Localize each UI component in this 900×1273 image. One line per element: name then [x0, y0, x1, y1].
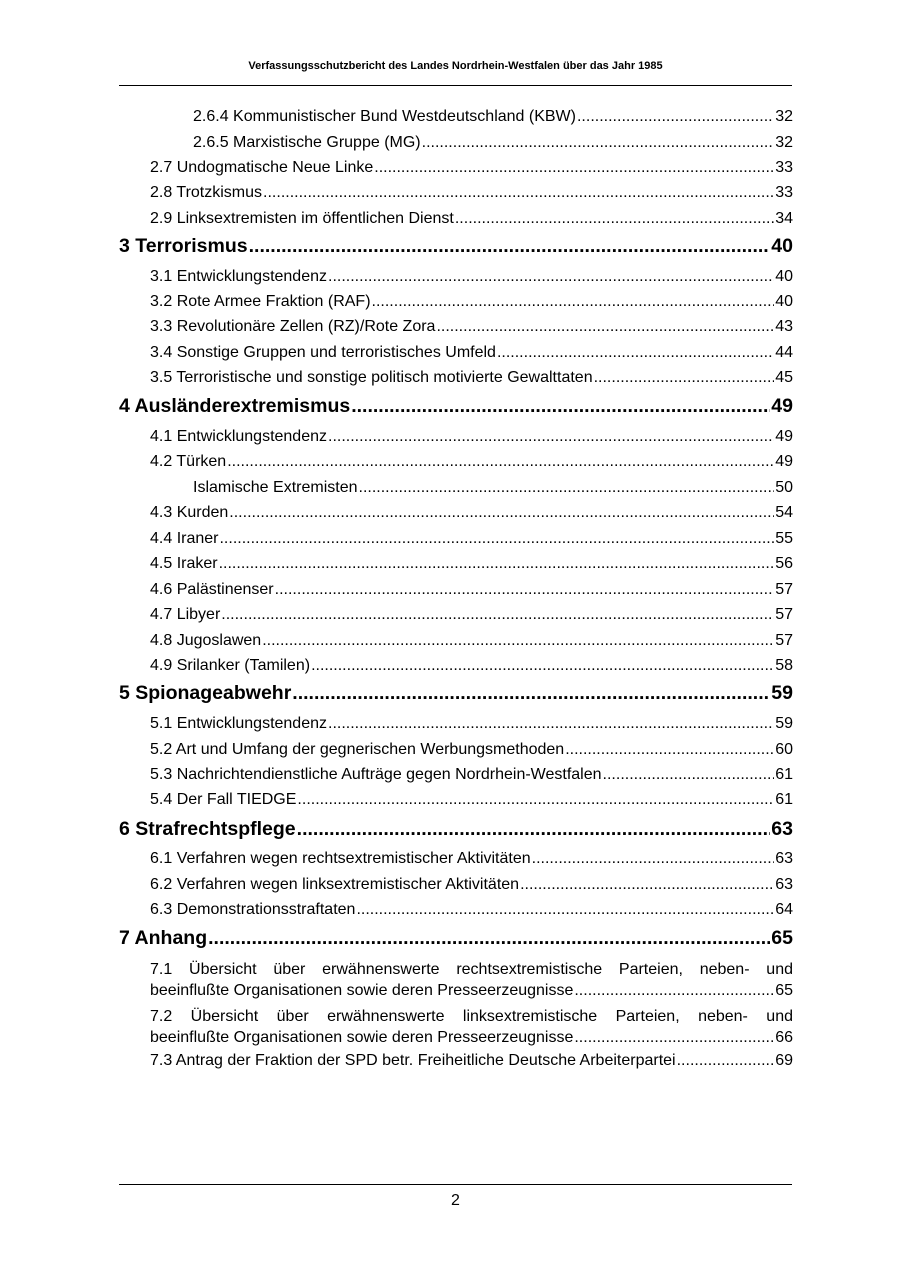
toc-leader — [262, 632, 774, 650]
toc-entry-title: 3.2 Rote Armee Fraktion (RAF) — [150, 293, 371, 310]
toc-entry-page: 49 — [775, 428, 793, 445]
toc-leader — [532, 850, 775, 868]
toc-entry-page: 32 — [775, 134, 793, 151]
toc-entry-title: 2.8 Trotzkismus — [150, 184, 263, 201]
toc-entry-title: 4.4 Iraner — [150, 530, 219, 547]
toc-entry-title: 2.6.4 Kommunistischer Bund Westdeutschland (KBW) — [193, 108, 576, 125]
toc-leader — [292, 682, 770, 705]
toc-entry-page: 64 — [775, 901, 793, 918]
toc-entry-page: 56 — [775, 555, 793, 572]
toc-leader — [359, 479, 775, 497]
toc-entry-3-1[interactable] — [150, 268, 793, 290]
toc-leader — [677, 1052, 775, 1070]
toc-entry-4-1[interactable] — [150, 428, 793, 450]
toc-chapter-title: 7 Anhang — [119, 927, 208, 949]
toc-chapter-5[interactable] — [119, 682, 793, 708]
toc-entry-3-2[interactable] — [150, 293, 793, 315]
toc-entry-title: 5.1 Entwicklungstendenz — [150, 715, 327, 732]
toc-entry-title: 4.3 Kurden — [150, 504, 229, 521]
toc-leader — [351, 395, 770, 418]
toc-entry-2-6-5[interactable] — [193, 134, 793, 156]
toc-chapter-page: 63 — [771, 818, 793, 840]
toc-leader — [577, 108, 774, 126]
toc-entry-page: 33 — [775, 159, 793, 176]
toc-entry-title-line1: 7.2 Übersicht über erwähnenswerte linksextremistische Parteien, neben- und — [150, 1008, 793, 1025]
toc-leader — [219, 530, 774, 548]
toc-entry-page: 33 — [775, 184, 793, 201]
toc-leader — [229, 504, 774, 522]
toc-leader — [356, 901, 774, 919]
toc-chapter-page: 49 — [771, 395, 793, 417]
toc-entry-page: 61 — [775, 791, 793, 808]
toc-entry-page: 32 — [775, 108, 793, 125]
toc-entry-page: 59 — [775, 715, 793, 732]
toc-entry-page: 63 — [775, 876, 793, 893]
toc-entry-6-3[interactable] — [150, 901, 793, 923]
toc-chapter-page: 40 — [771, 235, 793, 257]
toc-leader — [372, 293, 775, 311]
toc-leader — [249, 235, 771, 258]
toc-entry-6-1[interactable] — [150, 850, 793, 872]
toc-leader — [436, 318, 774, 336]
toc-leader — [297, 818, 771, 841]
toc-entry-title: 4.9 Srilanker (Tamilen) — [150, 657, 311, 674]
toc-chapter-page: 65 — [771, 927, 793, 949]
toc-leader — [497, 344, 774, 362]
toc-entry-page: 40 — [775, 268, 793, 285]
toc-entry-title: 4.8 Jugoslawen — [150, 632, 262, 649]
toc-chapter-title: 4 Ausländerextremismus — [119, 395, 351, 417]
toc-leader — [219, 555, 775, 573]
toc-entry-title: 4.1 Entwicklungstendenz — [150, 428, 327, 445]
toc-entry-title: 5.2 Art und Umfang der gegnerischen Werbungsmethoden — [150, 741, 565, 758]
toc-chapter-6[interactable] — [119, 818, 793, 844]
toc-entry-page: 65 — [775, 982, 793, 999]
toc-entry-page: 57 — [775, 606, 793, 623]
toc-entry-title: 4.6 Palästinenser — [150, 581, 274, 598]
toc-chapter-3[interactable] — [119, 235, 793, 261]
toc-entry-4-3[interactable] — [150, 504, 793, 526]
toc-entry-title: 5.4 Der Fall TIEDGE — [150, 791, 297, 808]
toc-leader — [565, 741, 774, 759]
toc-entry-title: 3.4 Sonstige Gruppen und terroristisches Umfeld — [150, 344, 496, 361]
toc-entry-page: 49 — [775, 453, 793, 470]
toc-leader — [603, 766, 775, 784]
toc-chapter-title: 6 Strafrechtspflege — [119, 818, 296, 840]
toc-entry-title: 4.7 Libyer — [150, 606, 221, 623]
toc-entry-2-8[interactable] — [150, 184, 793, 206]
toc-leader — [455, 210, 774, 228]
toc-entry-4-9[interactable] — [150, 657, 793, 679]
toc-entry-page: 44 — [775, 344, 793, 361]
toc-leader — [328, 715, 774, 733]
toc-entry-5-3[interactable] — [150, 766, 793, 788]
toc-entry-title: 2.9 Linksextremisten im öffentlichen Dienst — [150, 210, 454, 227]
footer-rule — [119, 1184, 792, 1185]
toc-leader — [275, 581, 775, 599]
toc-entry-7-2[interactable] — [150, 1006, 793, 1048]
toc-entry-title: 6.3 Demonstrationsstraftaten — [150, 901, 356, 918]
toc-leader — [297, 791, 774, 809]
toc-leader — [520, 876, 774, 894]
toc-entry-4-7[interactable] — [150, 606, 793, 628]
toc-entry-3-5[interactable] — [150, 369, 793, 391]
toc-entry-2-7[interactable] — [150, 159, 793, 181]
toc-entry-page: 69 — [775, 1052, 793, 1069]
toc-entry-title: 4.5 Iraker — [150, 555, 218, 572]
toc-entry-4-2[interactable] — [150, 453, 793, 475]
toc-leader — [422, 134, 775, 152]
toc-entry-2-6-4[interactable] — [193, 108, 793, 130]
toc-entry-title-line1: 7.1 Übersicht über erwähnenswerte rechtsextremistische Parteien, neben- und — [150, 961, 793, 978]
toc-entry-page: 61 — [775, 766, 793, 783]
toc-entry-page: 63 — [775, 850, 793, 867]
toc-entry-4-4[interactable] — [150, 530, 793, 552]
toc-entry-title: 2.6.5 Marxistische Gruppe (MG) — [193, 134, 421, 151]
toc-entry-3-4[interactable] — [150, 344, 793, 366]
toc-entry-2-9[interactable] — [150, 210, 793, 232]
toc-entry-page: 40 — [775, 293, 793, 310]
toc-leader — [574, 980, 774, 1001]
toc-entry-title: 7.3 Antrag der Fraktion der SPD betr. Freiheitliche Deutsche Arbeiterpartei — [150, 1052, 676, 1069]
toc-entry-title-line2: beeinflußte Organisationen sowie deren Presseerzeugnisse — [150, 1029, 574, 1046]
toc-entry-page: 66 — [775, 1029, 793, 1046]
toc-entry-title: Islamische Extremisten — [193, 479, 358, 496]
toc-entry-page: 34 — [775, 210, 793, 227]
toc-leader — [374, 159, 774, 177]
toc-entry-title: 5.3 Nachrichtendienstliche Aufträge gegen Nordrhein-Westfalen — [150, 766, 602, 783]
toc-entry-page: 55 — [775, 530, 793, 547]
toc-entry-4-8[interactable] — [150, 632, 793, 654]
toc-chapter-4[interactable] — [119, 395, 793, 421]
toc-chapter-title: 5 Spionageabwehr — [119, 682, 292, 704]
toc-leader — [311, 657, 774, 675]
toc-entry-page: 50 — [775, 479, 793, 496]
toc-entry-page: 57 — [775, 632, 793, 649]
toc-entry-4-5[interactable] — [150, 555, 793, 577]
toc-entry-title: 4.2 Türken — [150, 453, 227, 470]
toc-entry-7-1[interactable] — [150, 959, 793, 1001]
toc-entry-5-1[interactable] — [150, 715, 793, 737]
page-number: 2 — [451, 1192, 460, 1209]
toc-entry-title: 3.1 Entwicklungstendenz — [150, 268, 327, 285]
toc-leader — [574, 1027, 774, 1048]
toc-leader — [594, 369, 775, 387]
toc-entry-title: 6.2 Verfahren wegen linksextremistischer Aktivitäten — [150, 876, 520, 893]
toc-entry-page: 60 — [775, 741, 793, 758]
toc-entry-page: 45 — [775, 369, 793, 386]
toc-leader — [263, 184, 774, 202]
toc-leader — [227, 453, 774, 471]
toc-entry-title-line2: beeinflußte Organisationen sowie deren Presseerzeugnisse — [150, 982, 574, 999]
toc-chapter-title: 3 Terrorismus — [119, 235, 248, 257]
toc-entry-page: 43 — [775, 318, 793, 335]
toc-entry-page: 57 — [775, 581, 793, 598]
toc-leader — [208, 927, 770, 950]
running-header: Verfassungsschutzbericht des Landes Nordrhein-Westfalen über das Jahr 1985 — [248, 60, 663, 72]
toc-leader — [328, 428, 774, 446]
toc-entry-title: 3.3 Revolutionäre Zellen (RZ)/Rote Zora — [150, 318, 436, 335]
toc-entry-7-3[interactable] — [150, 1052, 793, 1074]
toc-entry-page: 54 — [775, 504, 793, 521]
toc-entry-title: 6.1 Verfahren wegen rechtsextremistischer Aktivitäten — [150, 850, 531, 867]
toc-entry-title: 2.7 Undogmatische Neue Linke — [150, 159, 374, 176]
toc-leader — [328, 268, 774, 286]
toc-entry-5-2[interactable] — [150, 741, 793, 763]
toc-entry-6-2[interactable] — [150, 876, 793, 898]
toc-entry-page: 58 — [775, 657, 793, 674]
toc-chapter-page: 59 — [771, 682, 793, 704]
toc-leader — [221, 606, 774, 624]
toc-entry-3-3[interactable] — [150, 318, 793, 340]
toc-entry-title: 3.5 Terroristische und sonstige politisch motivierte Gewalttaten — [150, 369, 593, 386]
toc-entry-islamische-extremisten[interactable] — [193, 479, 793, 501]
toc-entry-4-6[interactable] — [150, 581, 793, 603]
toc-chapter-7[interactable] — [119, 927, 793, 953]
toc-entry-5-4[interactable] — [150, 791, 793, 813]
